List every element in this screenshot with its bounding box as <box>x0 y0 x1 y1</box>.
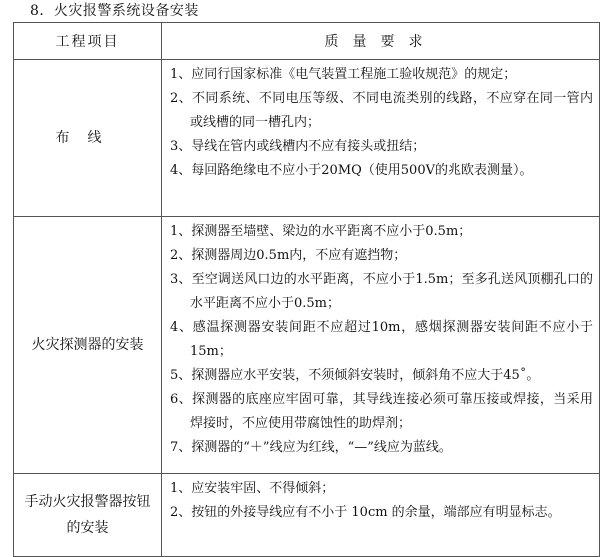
requirement-item: 1、应同行国家标准《电气装置工程施工验收规范》的规定； <box>170 67 517 82</box>
requirement-item: 3、导线在管内或线槽内不应有接头或扭结； <box>170 139 426 154</box>
requirement-item: 5、探测器应水平安装，不须倾斜安装时，倾斜角不应大于45˚。 <box>170 368 540 383</box>
requirement-item: 4、感温探测器安装间距不应超过10m，感烟探测器安装间距不应小于15m； <box>170 320 593 359</box>
quality-requirements-table <box>13 22 600 557</box>
requirements-list <box>170 63 593 183</box>
header-requirements-label: 质量要求 <box>324 34 437 50</box>
table-row-wiring <box>14 60 600 217</box>
requirements-cell-detector <box>162 217 600 474</box>
item-label: 火灾探测器的安装 <box>31 337 144 353</box>
item-label: 手动火灾报警器按钮的安装 <box>24 494 151 536</box>
requirement-item: 3、至空调送风口边的水平距离，不应小于1.5m；至多孔送风顶棚孔口的水平距离不应小于0.5m； <box>170 272 593 311</box>
requirement-item: 4、每回路绝缘电不应小于20MQ（使用500V的兆欧表测量）。 <box>170 163 533 178</box>
requirement-item: 2、探测器周边0.5m内，不应有遮挡物； <box>170 248 407 263</box>
section-title: 8．火灾报警系统设备安装 <box>30 3 199 19</box>
item-label: 布线 <box>55 130 120 146</box>
requirement-item: 7、探测器的“＋”线应为红线，“—”线应为蓝线。 <box>170 440 452 455</box>
table-row-manual-alarm-button <box>14 474 600 557</box>
header-item-label: 工程项目 <box>55 34 120 50</box>
requirements-list <box>170 220 593 460</box>
requirement-item: 1、探测器至墙壁、梁边的水平距离不应小于0.5m； <box>170 224 472 239</box>
table-header-row <box>14 23 600 60</box>
table-row-detector <box>14 217 600 474</box>
requirement-item: 1、应安装牢固、不得倾斜； <box>170 481 335 496</box>
item-cell-manual-alarm-button <box>14 474 162 557</box>
item-cell-detector <box>14 217 162 474</box>
requirement-item: 6、探测器的底座应牢固可靠，其导线连接必须可靠压接或焊接，当采用焊接时，不应使用带腐蚀性的助焊剂； <box>170 392 593 431</box>
requirement-item: 2、不同系统、不同电压等级、不同电流类别的线路，不应穿在同一管内或线槽的同一槽孔内； <box>170 91 593 130</box>
header-requirements-column <box>162 23 600 60</box>
requirement-item: 2、按钮的外接导线应有不小于 10cm 的余量，端部应有明显标志。 <box>170 505 561 520</box>
header-item-column <box>14 23 162 60</box>
requirements-cell-wiring <box>162 60 600 217</box>
requirements-cell-manual-alarm-button <box>162 474 600 557</box>
item-cell-wiring <box>14 60 162 217</box>
